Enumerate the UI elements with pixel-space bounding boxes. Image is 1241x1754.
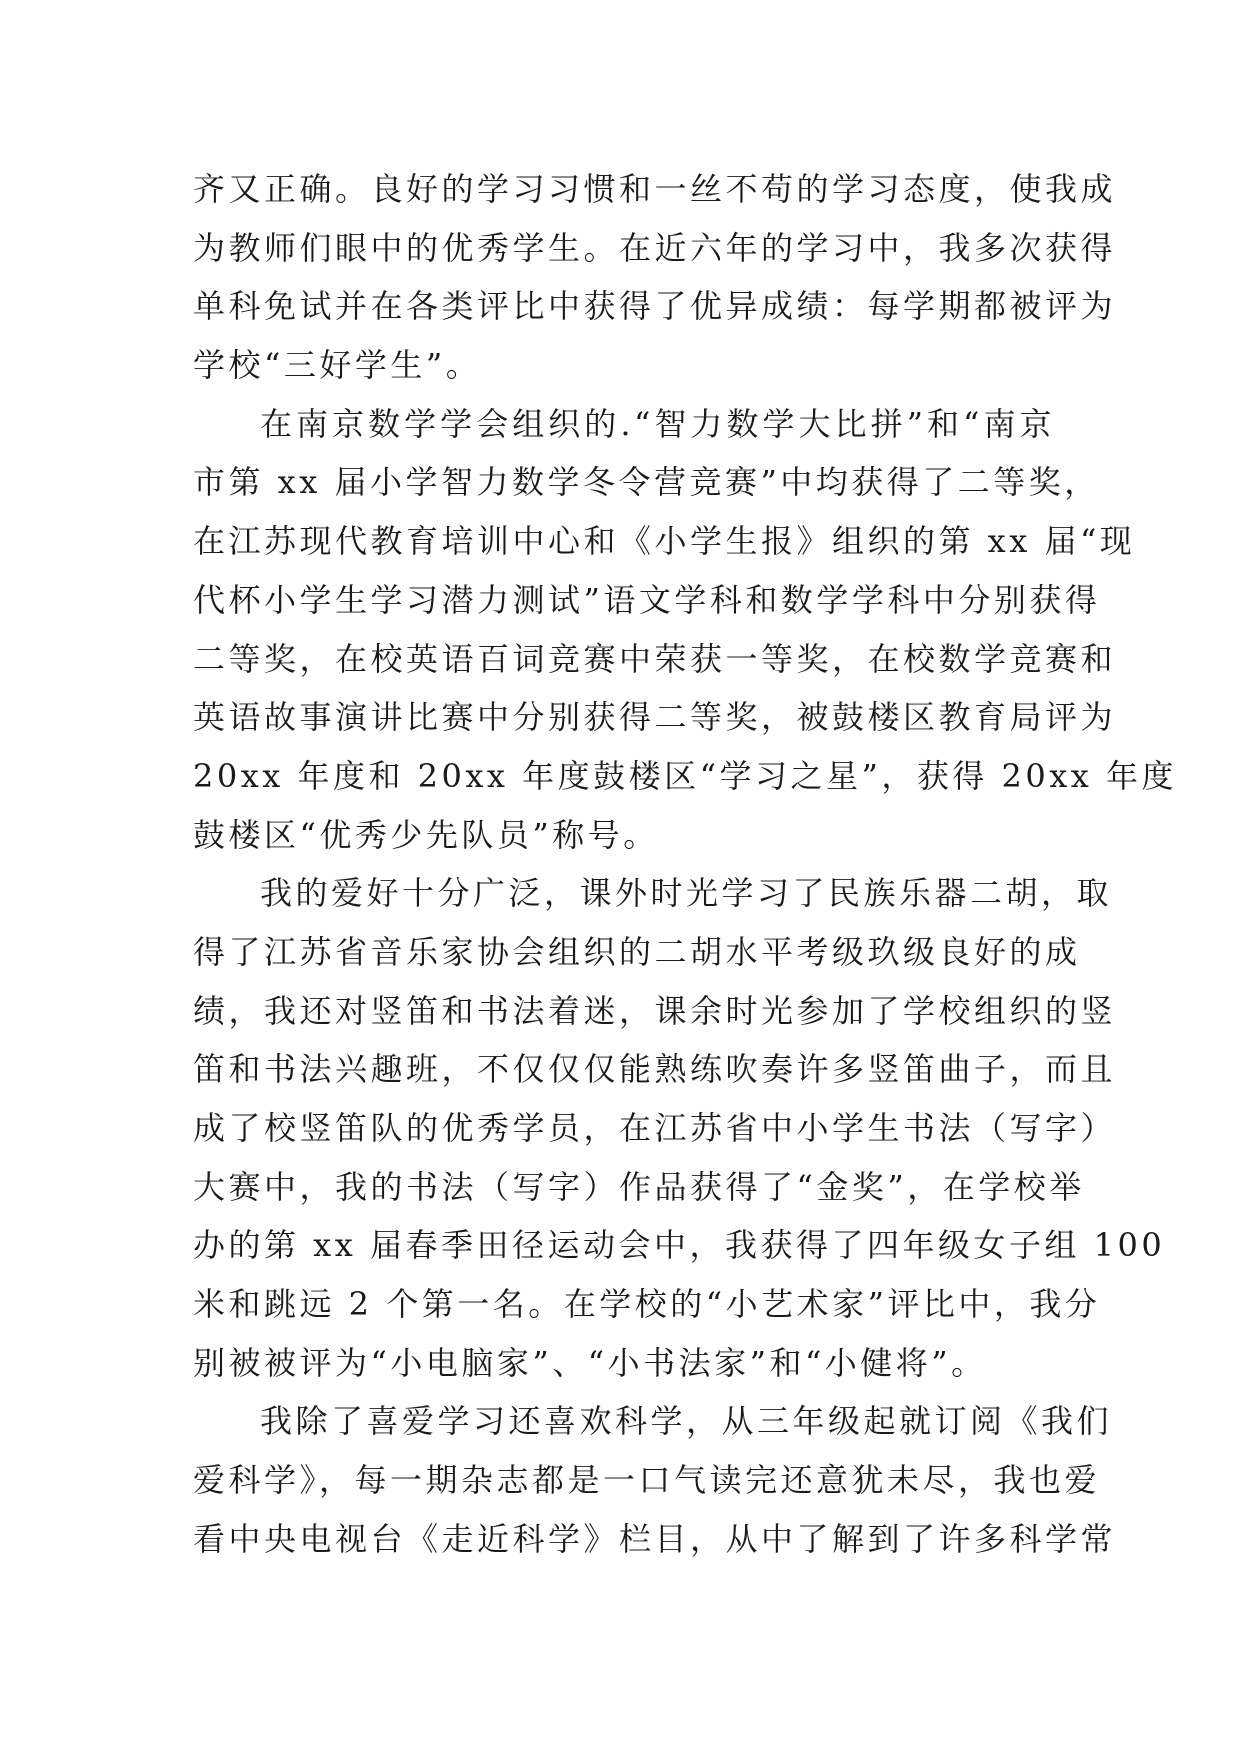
text-line: 大赛中，我的书法（写字）作品获得了“金奖”，在学校举	[193, 1167, 1085, 1206]
text-line: 在南京数学学会组织的.“智力数学大比拼”和“南京	[260, 404, 1055, 443]
text-line: 爱科学》，每一期杂志都是一口气读完还意犹未尽，我也爱	[193, 1461, 1101, 1500]
paragraph-2	[193, 395, 1178, 865]
text-line: 米和跳远 2 个第一名。在学校的“小艺术家”评比中，我分	[193, 1285, 1101, 1324]
text-line: 得了江苏省音乐家协会组织的二胡水平考级玖级良好的成	[193, 932, 1081, 971]
text-line: 市第 xx 届小学智力数学冬令营竞赛”中均获得了二等奖，	[193, 463, 1100, 502]
document-body	[193, 160, 1178, 1569]
text-line: 代杯小学生学习潜力测试”语文学科和数学学科中分别获得	[193, 580, 1101, 619]
text-line: 20xx 年度和 20xx 年度鼓楼区“学习之星”，获得 20xx 年度	[193, 756, 1178, 795]
text-line: 单科免试并在各类评比中获得了优异成绩：每学期都被评为	[193, 287, 1117, 326]
text-line: 绩，我还对竖笛和书法着迷，课余时光参加了学校组织的竖	[193, 991, 1117, 1030]
text-line: 鼓楼区“优秀少先队员”称号。	[193, 815, 659, 854]
paragraph-3	[193, 864, 1166, 1392]
text-line: 在江苏现代教育培训中心和《小学生报》组织的第 xx 届“现	[193, 522, 1136, 561]
text-line: 笛和书法兴趣班，不仅仅仅能熟练吹奏许多竖笛曲子，而且	[193, 1050, 1117, 1089]
text-line: 齐又正确。良好的学习习惯和一丝不苟的学习态度，使我成	[193, 170, 1117, 208]
text-line: 我除了喜爱学习还喜欢科学，从三年级起就订阅《我们	[260, 1402, 1113, 1441]
text-line: 看中央电视台《走近科学》栏目，从中了解到了许多科学常	[193, 1519, 1117, 1558]
paragraph-4	[193, 1392, 1117, 1568]
text-line: 为教师们眼中的优秀学生。在近六年的学习中，我多次获得	[193, 228, 1117, 267]
text-line: 办的第 xx 届春季田径运动会中，我获得了四年级女子组 100	[193, 1226, 1166, 1265]
text-line: 英语故事演讲比赛中分别获得二等奖，被鼓楼区教育局评为	[193, 698, 1117, 737]
text-line: 学校“三好学生”。	[193, 346, 482, 385]
paragraph-1	[193, 160, 1117, 395]
text-line: 二等奖，在校英语百词竞赛中荣获一等奖，在校数学竞赛和	[193, 639, 1117, 678]
text-line: 成了校竖笛队的优秀学员，在江苏省中小学生书法（写字）	[193, 1109, 1117, 1147]
text-line: 我的爱好十分广泛，课外时光学习了民族乐器二胡，取	[260, 874, 1113, 913]
text-line: 别被被评为“小电脑家”、“小书法家”和“小健将”。	[193, 1343, 987, 1382]
